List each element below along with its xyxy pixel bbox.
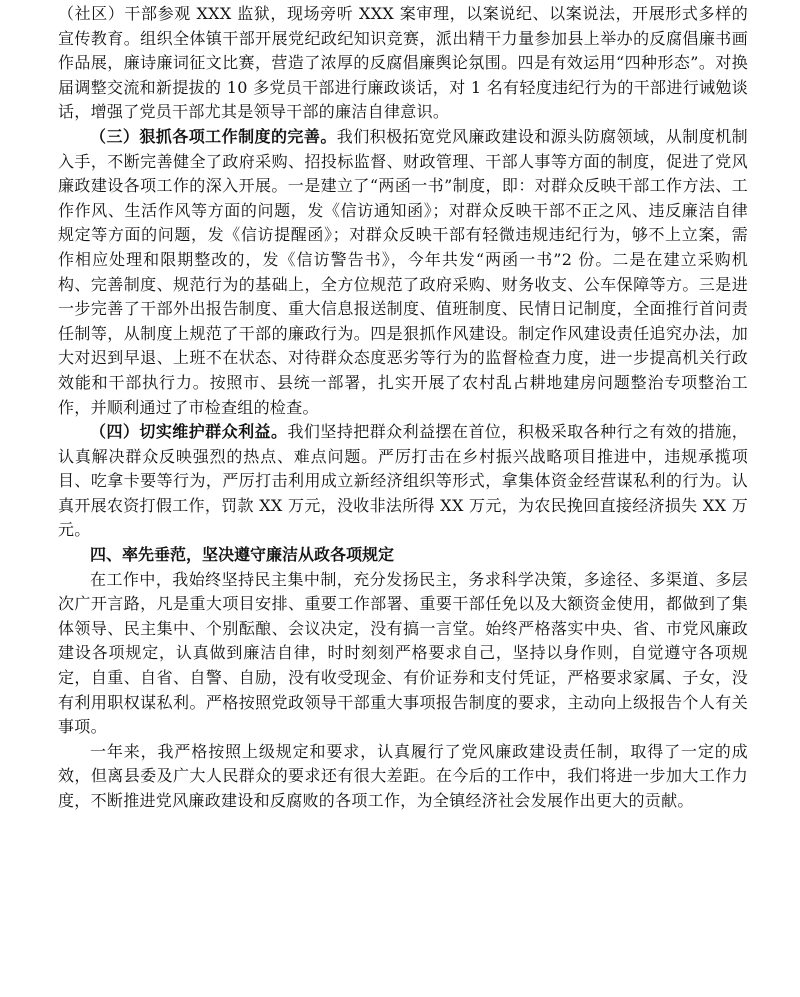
paragraph-4: 在工作中，我始终坚持民主集中制，充分发扬民主，务求科学决策，多途径、多渠道、多层次广开言路，凡是重大项目安排、重要工作部署、重要干部任免以及大额资金使用，都做到了集体领导、民主集中、个别酝酿、会议决定，没有搞一言堂。始终严格落实中央、省、市党风廉政建设各项规定，认真做到廉洁自律，时时刻刻严格要求自己，坚持以身作则，自觉遵守各项规定，自重、自省、自警、自励，没有收受现金、有价证券和支付凭证，严格要求家属、子女，没有利用职权谋私利。严格按照党政领导干部重大事项报告制度的要求，主动向上级报告个人有关事项。: [58, 569, 748, 737]
paragraph-2-lead: （三）狠抓各项工作制度的完善。: [90, 126, 337, 146]
section-heading: 四、率先垂范，坚决遵守廉洁从政各项规定: [90, 545, 395, 565]
paragraph-2: [58, 125, 748, 420]
paragraph-1: [58, 2, 748, 125]
paragraph-5: 一年来，我严格按照上级规定和要求，认真履行了党风廉政建设责任制，取得了一定的成效，但离县委及广大人民群众的要求还有很大差距。在今后的工作中，我们将进一步加大工作力度，不断推进党风廉政建设和反腐败的各项工作，为全镇经济社会发展作出更大的贡献。: [58, 741, 748, 810]
paragraph-3-text: 我们坚持把群众利益摆在首位，积极采取各种行之有效的措施，认真解决群众反映强烈的热点、难点问题。严厉打击在乡村振兴战略项目推进中，违规承揽项目、吃拿卡要等行为，严厉打击利用成立新经济组织等形式，拿集体资金经营谋私利的行为。认真开展农资打假工作，罚款 XX 万元，没收非法所得 XX 万元，为农民挽回直接经济损失 XX 万元。: [58, 422, 748, 540]
paragraph-3: [58, 420, 748, 543]
paragraph-2-text: 我们积极拓宽党风廉政建设和源头防腐领域，从制度机制入手，不断完善健全了政府采购、招投标监督、财政管理、干部人事等方面的制度，促进了党风廉政建设各项工作的深入开展。一是建立了“两函一书”制度，即：对群众反映干部工作方法、工作作风、生活作风等方面的问题，发《信访通知函》；对群众反映干部不正之风、违反廉洁自律规定等方面的问题，发《信访提醒函》；对群众反映干部有轻微违规违纪行为，够不上立案，需作相应处理和限期整改的，发《信访警告书》，今年共发“两函一书”2 份。二是在建立采购机构、完善制度、规范行为的基础上，全方位规范了政府采购、财务收支、公车保障等方。三是进一步完善了干部外出报告制度、重大信息报送制度、值班制度、民情日记制度，全面推行首问责任制等，从制度上规范了干部的廉政行为。四是狠抓作风建设。制定作风建设责任追究办法，加大对迟到早退、上班不在状态、对待群众态度恶劣等行为的监督检查力度，进一步提高机关行政效能和干部执行力。按照市、县统一部署，扎实开展了农村乱占耕地建房问题整治专项整治工作，并顺利通过了市检查组的检查。: [58, 126, 748, 417]
paragraph-3-lead: （四）切实维护群众利益。: [90, 422, 288, 442]
paragraph-1-text: （社区）干部参观 XXX 监狱，现场旁听 XXX 案审理，以案说纪、以案说法，开展形式多样的宣传教育。组织全体镇干部开展党纪政纪知识竞赛，派出精干力量参加县上举办的反腐倡廉书画作品展，廉诗廉词征文比赛，营造了浓厚的反腐倡廉舆论氛围。四是有效运用“四种形态”。对换届调整交流和新提拔的 10 多党员干部进行廉政谈话，对 1 名有轻度违纪行为的干部进行诫勉谈话，增强了党员干部尤其是领导干部的廉洁自律意识。: [58, 4, 748, 122]
document-page: [58, 2, 748, 814]
